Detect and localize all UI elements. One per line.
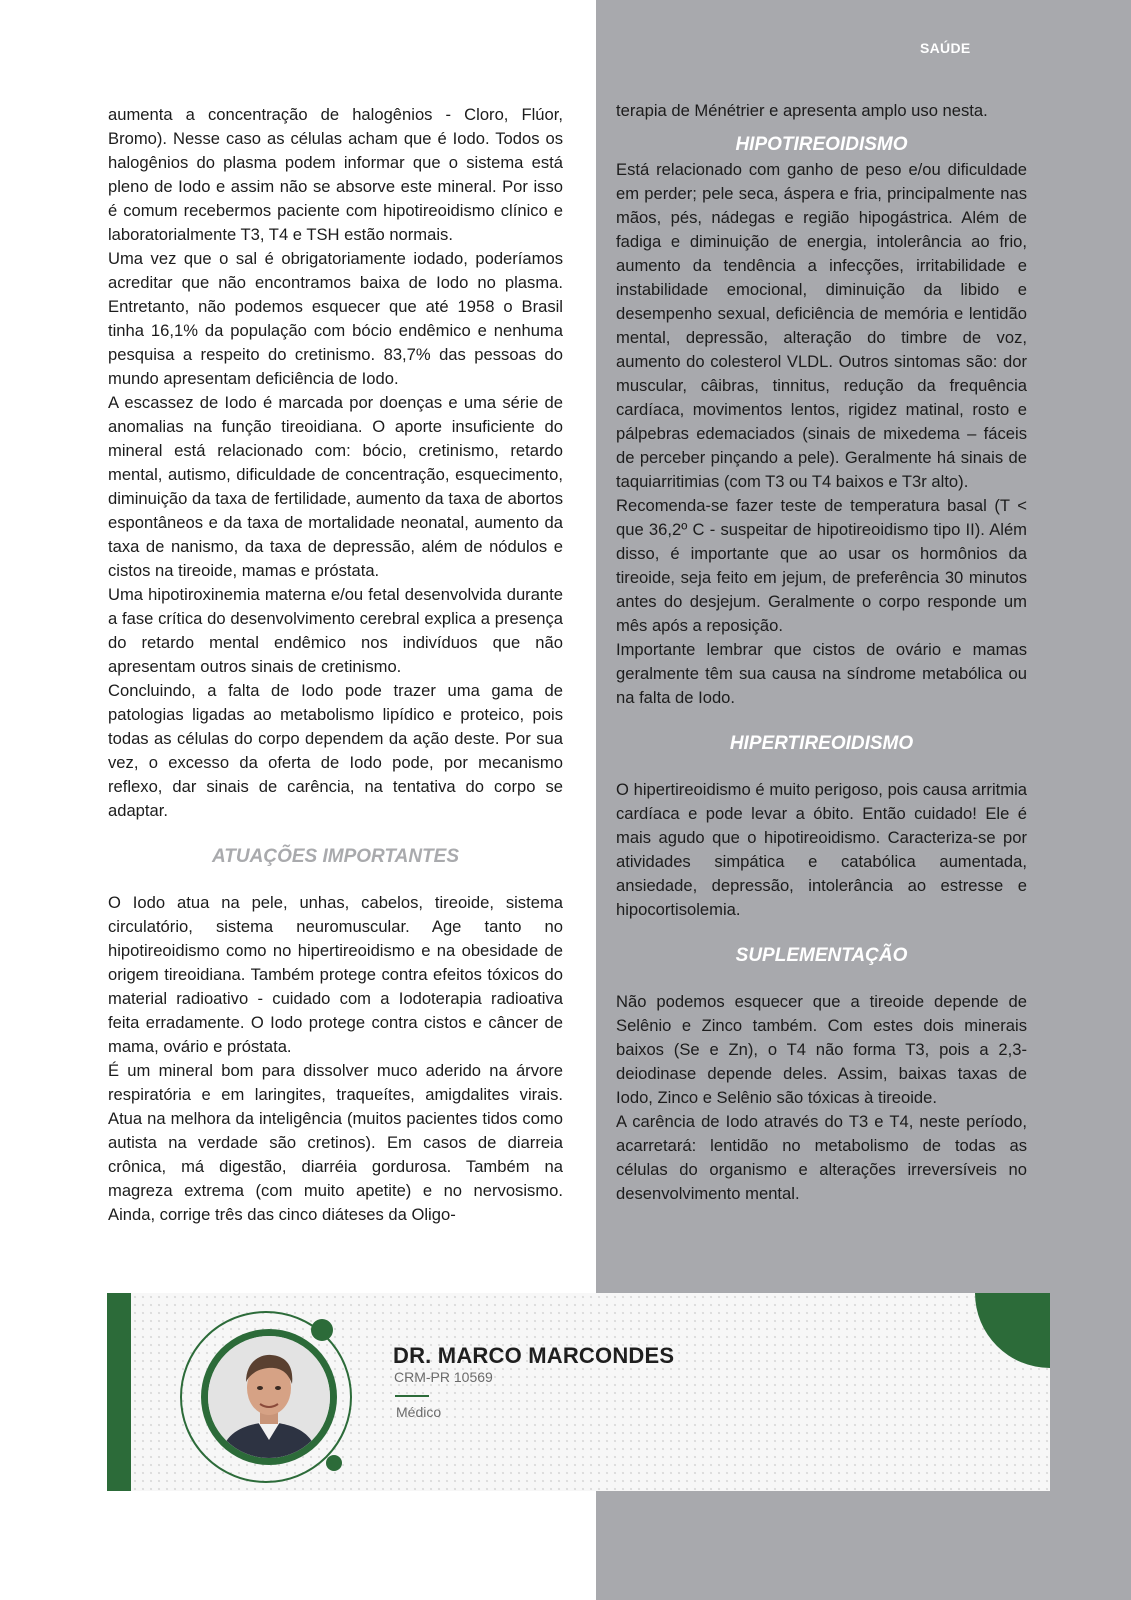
left-paragraph: A escassez de Iodo é marcada por doenças e uma série de anomalias na função tireoidiana. O aporte insuficiente do mineral está relacionado com: bócio, cretinismo, retardo mental, autismo, dificuldade de concentração, esquecimento, diminuição da taxa de fertilidade, aumento da taxa de abortos espontâneos e da taxa de mortalidade neonatal, aumento da taxa de nanismo, da taxa de depressão, além de nódulos e cistos na tireoide, mamas e próstata. — [108, 393, 563, 580]
heading-hipertireoidismo: HIPERTIREOIDISMO — [729, 733, 914, 754]
section-label: SAÚDE — [920, 40, 971, 56]
right-column — [616, 99, 1027, 1206]
right-paragraph: O hipertireoidismo é muito perigoso, pois causa arritmia cardíaca e pode levar a óbito. Então cuidado! Ele é mais agudo que o hipotireoidismo. Caracteriza-se por atividades simpática e catabólica aumentada, ansiedade, depressão, intolerância ao estresse e hipocortisolemia. — [616, 780, 1027, 919]
left-paragraph: É um mineral bom para dissolver muco aderido na árvore respiratória e em laringites, traqueítes, amigdalites virais. Atua na melhora da inteligência (muitos pacientes tidos como autista na verdade são cretinos). Em casos de diarreia crônica, má digestão, diarréia gordurosa. Também na magreza extrema (com muito apetite) e no nervosismo. Ainda, corrige três das cinco diáteses da Oligo- — [108, 1061, 563, 1224]
author-photo — [208, 1336, 330, 1458]
portrait-illustration — [208, 1336, 330, 1458]
orbit-dot-decoration — [311, 1319, 333, 1341]
left-paragraph: Uma hipotiroxinemia materna e/ou fetal desenvolvida durante a fase crítica do desenvolvimento cerebral explica a presença do retardo mental endêmico nos indivíduos que não apresentam outros sinais de cretinismo. — [108, 585, 563, 676]
right-intro: terapia de Ménétrier e apresenta amplo uso nesta. — [616, 101, 988, 120]
right-paragraph: Importante lembrar que cistos de ovário e mamas geralmente têm sua causa na síndrome metabólica ou na falta de Iodo. — [616, 640, 1027, 707]
divider-line — [395, 1395, 429, 1397]
author-crm: CRM-PR 10569 — [394, 1369, 493, 1385]
author-card — [107, 1293, 1050, 1491]
corner-circle-decoration — [975, 1293, 1050, 1368]
author-photo-frame — [201, 1329, 337, 1465]
left-paragraph: Uma vez que o sal é obrigatoriamente iodado, poderíamos acreditar que não encontramos baixa de Iodo no plasma. Entretanto, não podemos esquecer que até 1958 o Brasil tinha 16,1% da população com bócio endêmico e nenhuma pesquisa a respeito do cretinismo. 83,7% das pessoas do mundo apresentam deficiência de Iodo. — [108, 249, 563, 388]
author-role: Médico — [396, 1404, 442, 1420]
right-paragraph: A carência de Iodo através do T3 e T4, neste período, acarretará: lentidão no metabolismo de todas as células do organismo e alterações irreversíveis no desenvolvimento mental. — [616, 1112, 1027, 1203]
heading-atuacoes: ATUAÇÕES IMPORTANTES — [211, 846, 459, 867]
right-paragraph: Está relacionado com ganho de peso e/ou dificuldade em perder; pele seca, áspera e fria, principalmente nas mãos, pés, nádegas e região hipogástrica. Além de fadiga e diminuição de energia, intolerância ao frio, aumento da tendência a infecções, irritabilidade e instabilidade emocional, diminuição da libido e desempenho sexual, deficiência de memória e lentidão mental, depressão, alteração do timbre de voz, aumento do colesterol VLDL. Outros sintomas são: dor muscular, câibras, tinnitus, redução da frequência cardíaca, movimentos lentos, rigidez matinal, rosto e pálpebras edemaciados (sinais de mixedema – fáceis de perceber pinçando a pele). Geralmente há sinais de taquiarritimias (com T3 ou T4 baixos e T3r alto). — [616, 160, 1027, 491]
left-paragraph: Concluindo, a falta de Iodo pode trazer uma gama de patologias ligadas ao metabolismo lipídico e proteico, pois todas as células do corpo dependem da ação deste. Por sua vez, o excesso da oferta de Iodo pode, por mecanismo reflexo, dar sinais de carência, na tentativa do corpo se adaptar. — [108, 681, 563, 820]
heading-hipotireoidismo: HIPOTIREOIDISMO — [735, 134, 908, 155]
green-accent-bar — [107, 1293, 131, 1491]
left-paragraph: aumenta a concentração de halogênios - Cloro, Flúor, Bromo). Nesse caso as células acham que é Iodo. Todos os halogênios do plasma podem informar que o sistema está pleno de Iodo e assim não se absorve este mineral. Por isso é comum recebermos paciente com hipotireoidismo clínico e laboratorialmente T3, T4 e TSH estão normais. — [108, 105, 563, 244]
right-paragraph: Não podemos esquecer que a tireoide depende de Selênio e Zinco também. Com estes dois minerais baixos (Se e Zn), o T4 não forma T3, pois a 2,3-deiodinase depende deles. Assim, baixas taxas de Iodo, Zinco e Selênio são tóxicas à tireoide. — [616, 992, 1027, 1107]
author-name: DR. MARCO MARCONDES — [393, 1343, 675, 1368]
heading-suplementacao: SUPLEMENTAÇÃO — [735, 945, 908, 966]
left-column — [108, 103, 563, 1227]
left-paragraph: O Iodo atua na pele, unhas, cabelos, tireoide, sistema circulatório, sistema neuromuscular. Age tanto no hipotireoidismo como no hipertireoidismo e na obesidade de origem tireoidiana. Também protege contra efeitos tóxicos do material radioativo - cuidado com a Iodoterapia radioativa feita erradamente. O Iodo protege contra cistos e câncer de mama, ovário e próstata. — [108, 893, 563, 1056]
right-paragraph: Recomenda-se fazer teste de temperatura basal (T < que 36,2º C - suspeitar de hipotireoidismo tipo II). Além disso, é importante que ao usar os hormônios da tireoide, seja feito em jejum, de preferência 30 minutos antes do desjejum. Geralmente o corpo responde um mês após a reposição. — [616, 496, 1027, 635]
orbit-dot-decoration — [326, 1455, 342, 1471]
